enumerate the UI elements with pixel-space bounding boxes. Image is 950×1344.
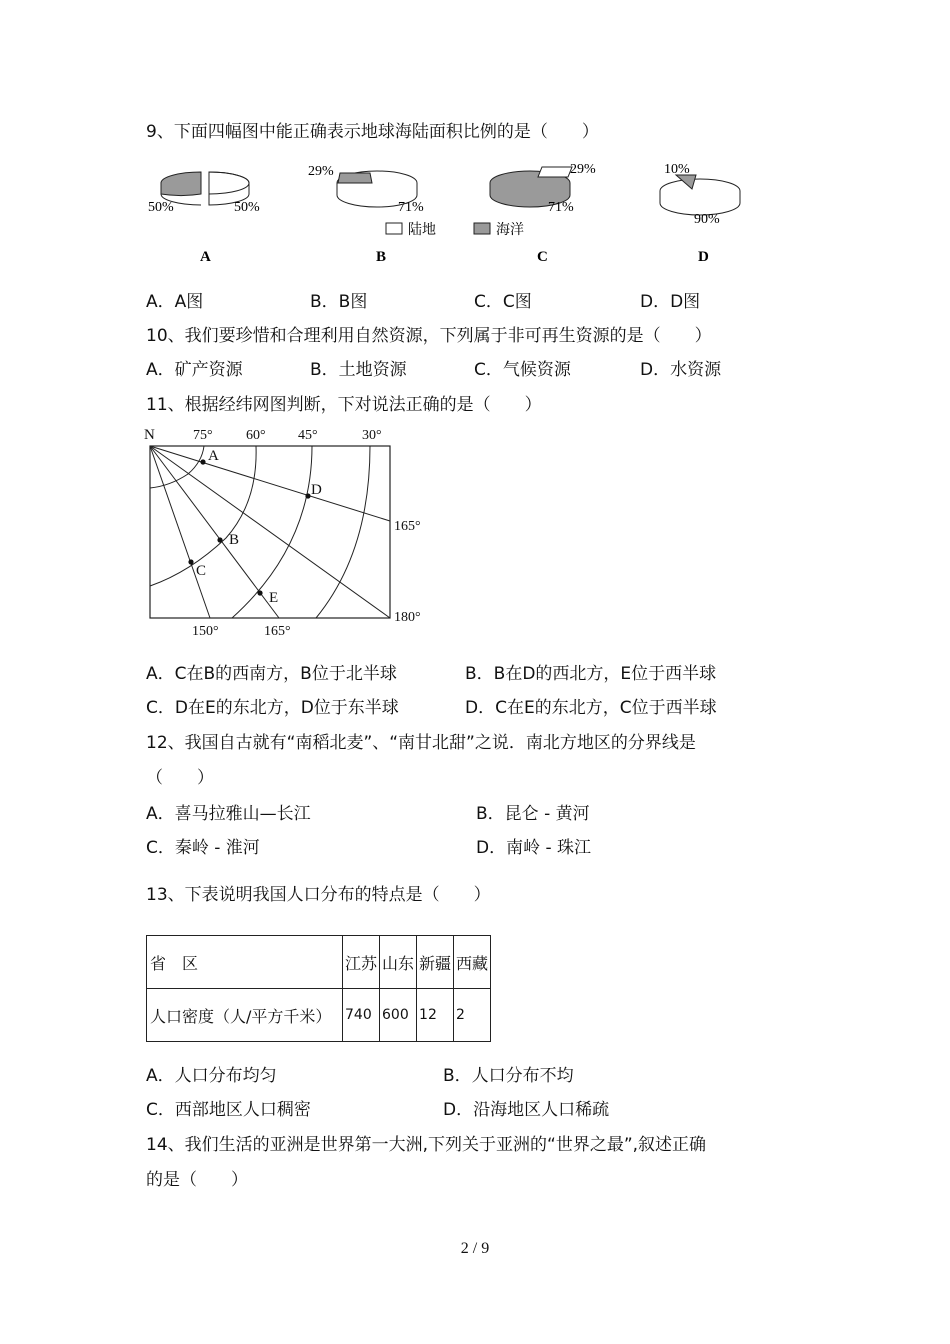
legend-ocean-swatch: [474, 223, 490, 234]
q11-option-b[interactable]: B．B在D的西北方，E位于西半球: [465, 664, 717, 684]
q9-option-d[interactable]: D．D图: [640, 292, 701, 312]
q10-option-d[interactable]: D．水资源: [640, 360, 722, 380]
pie-c-ocean-pct: 71%: [548, 200, 574, 215]
table-cell: 12: [417, 989, 454, 1042]
map-top-label-30: 30°: [362, 428, 382, 443]
q9-option-c[interactable]: C．C图: [474, 292, 532, 312]
pie-b-ocean-pct: 29%: [308, 164, 334, 179]
q10-option-b[interactable]: B．土地资源: [310, 360, 407, 380]
pie-a-ocean-half: [161, 172, 201, 195]
pie-d-land-pct: 90%: [694, 212, 720, 227]
point-b: [217, 537, 222, 542]
pie-a-right-pct: 50%: [234, 200, 260, 215]
map-bottom-label-150: 150°: [192, 624, 219, 639]
legend-land-label: 陆地: [408, 222, 436, 238]
map-right-label-165: 165°: [394, 519, 421, 534]
pie-c-land-pct: 29%: [570, 162, 596, 177]
pie-b-ocean-slice: [338, 173, 372, 183]
pie-c-label: C: [537, 249, 548, 265]
q9-option-a[interactable]: A．A图: [146, 292, 204, 312]
point-d: [305, 493, 310, 498]
point-a: [200, 459, 205, 464]
map-pole-label: N: [144, 427, 155, 443]
pie-a-left-pct: 50%: [148, 200, 174, 215]
q11-text: 11、根据经纬网图判断，下对说法正确的是（ ）: [146, 395, 542, 415]
q13-option-b[interactable]: B．人口分布不均: [443, 1066, 574, 1086]
pie-chart-c: [490, 162, 596, 265]
q12-option-b[interactable]: B．昆仑 - 黄河: [476, 804, 590, 824]
point-b-label: B: [229, 532, 240, 548]
q9-text: 9、下面四幅图中能正确表示地球海陆面积比例的是（ ）: [146, 122, 599, 142]
q12-text-cont: （ ）: [146, 768, 214, 788]
page-number: 2 / 9: [460, 1240, 490, 1257]
map-points: [188, 459, 310, 595]
pie-d-label: D: [698, 249, 709, 265]
map-top-label-60: 60°: [246, 428, 266, 443]
q10-text: 10、我们要珍惜和合理利用自然资源，下列属于非可再生资源的是（ ）: [146, 326, 712, 346]
pie-chart-a: [148, 172, 260, 265]
population-density-table: [146, 935, 491, 1042]
pie-c-land-slice: [538, 167, 572, 177]
pie-chart-d: [660, 162, 740, 265]
q12-option-a[interactable]: A．喜马拉雅山—长江: [146, 804, 311, 824]
q13-text: 13、下表说明我国人口分布的特点是（ ）: [146, 885, 491, 905]
q12-text: 12、我国自古就有“南稻北麦”、“南甘北甜”之说．南北方地区的分界线是: [146, 733, 696, 753]
pie-chart-b: [308, 164, 424, 265]
pie-a-label: A: [200, 249, 211, 265]
q12-option-c[interactable]: C．秦岭 - 淮河: [146, 838, 260, 858]
map-bottom-label-165: 165°: [264, 624, 291, 639]
table-header-row: [147, 936, 491, 989]
table-header-cell: 江苏: [343, 936, 380, 989]
q13-option-d[interactable]: D．沿海地区人口稀疏: [443, 1100, 610, 1120]
q11-option-a[interactable]: A．C在B的西南方，B位于北半球: [146, 664, 397, 684]
table-cell: 740: [343, 989, 380, 1042]
point-c-label: C: [196, 563, 207, 579]
table-cell: 600: [380, 989, 417, 1042]
table-header-cell: 新疆: [417, 936, 454, 989]
table-header-cell: 山东: [380, 936, 417, 989]
q10-option-c[interactable]: C．气候资源: [474, 360, 571, 380]
table-header-cell: 西藏: [454, 936, 491, 989]
q14-text: 14、我们生活的亚洲是世界第一大洲,下列关于亚洲的“世界之最”,叙述正确: [146, 1135, 707, 1155]
table-header-cell: 省 区: [147, 936, 343, 989]
point-c: [188, 559, 193, 564]
q11-graticule-map: [140, 422, 440, 642]
legend-land-swatch: [386, 223, 402, 234]
point-e: [257, 590, 262, 595]
q9-pie-charts: [140, 155, 780, 270]
point-a-label: A: [208, 448, 219, 464]
q13-option-c[interactable]: C．西部地区人口稠密: [146, 1100, 311, 1120]
legend-ocean-label: 海洋: [496, 222, 524, 238]
pie-d-ocean-pct: 10%: [664, 162, 690, 177]
map-top-label-75: 75°: [193, 428, 213, 443]
map-right-label-180: 180°: [394, 610, 421, 625]
table-cell: 2: [454, 989, 491, 1042]
q11-option-c[interactable]: C．D在E的东北方，D位于东半球: [146, 698, 399, 718]
table-cell: 人口密度（人/平方千米）: [147, 989, 343, 1042]
pie-b-land-pct: 71%: [398, 200, 424, 215]
q9-option-b[interactable]: B．B图: [310, 292, 368, 312]
q10-option-a[interactable]: A．矿产资源: [146, 360, 243, 380]
q11-option-d[interactable]: D．C在E的东北方，C位于西半球: [465, 698, 717, 718]
point-d-label: D: [311, 482, 322, 498]
table-row: [147, 989, 491, 1042]
q12-option-d[interactable]: D．南岭 - 珠江: [476, 838, 592, 858]
map-top-label-45: 45°: [298, 428, 318, 443]
pie-legend: [386, 221, 524, 238]
q13-option-a[interactable]: A．人口分布均匀: [146, 1066, 277, 1086]
q14-text-cont: 的是（ ）: [146, 1170, 248, 1190]
pie-b-label: B: [376, 249, 387, 265]
point-e-label: E: [269, 590, 279, 606]
